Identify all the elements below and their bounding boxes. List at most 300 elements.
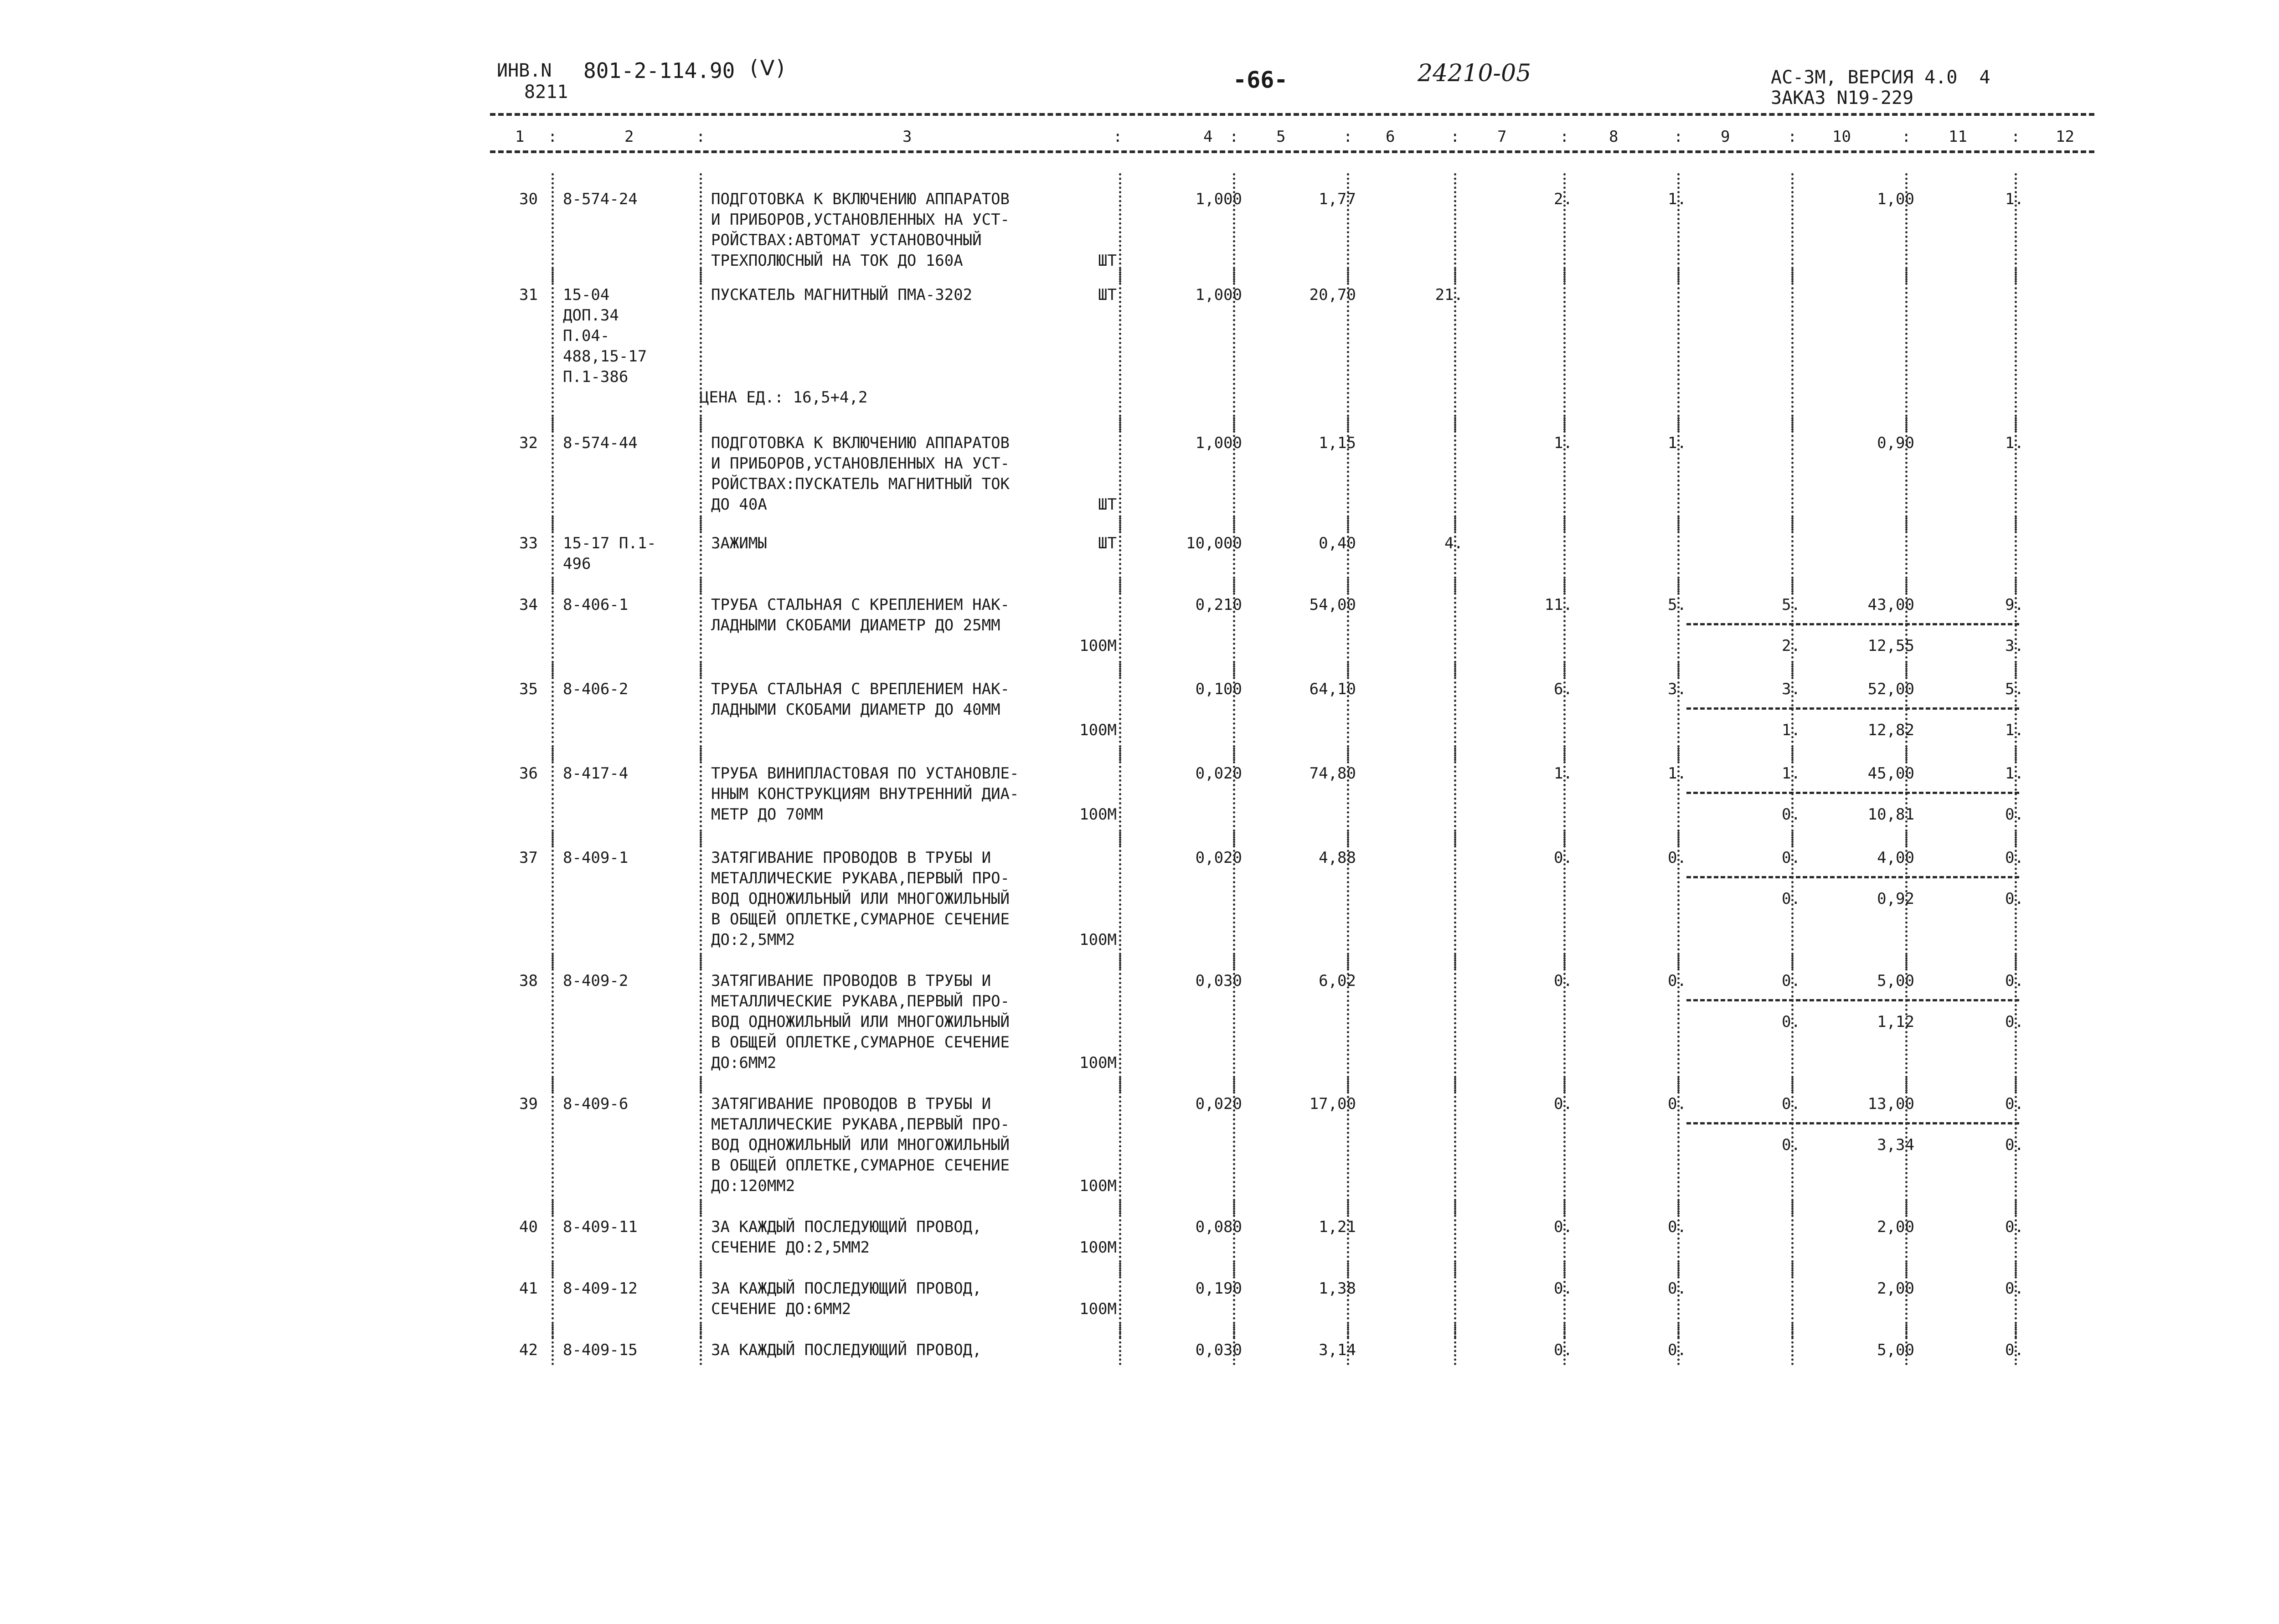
row-value-c7: 6. [1554,680,1573,698]
row-code: 8-409-6 [563,1095,629,1113]
row-value-c6: 21. [1435,286,1463,304]
column-separator [1347,173,1349,283]
row-unit: ШТ [1098,252,1117,270]
column-separator [1563,417,1566,531]
column-separator [1905,579,1908,677]
row-value-c5: 4,88 [1319,849,1356,867]
row-value-c5: 0,40 [1319,534,1356,552]
column-separator [1563,173,1566,283]
column-separator [1791,173,1794,283]
column-header-separator: : [696,128,706,146]
row-number: 35 [519,680,538,698]
subtotal-rule [1686,623,2019,625]
column-separator [1119,663,1121,761]
document-code: 801-2-114.90 [583,58,735,83]
row-number: 39 [519,1095,538,1113]
row-subvalue-c10b: 10,81 [1867,805,1914,824]
row-value-c6: 4. [1444,534,1463,552]
column-separator [700,579,702,677]
row-description: МЕТР ДО 70ММ [711,805,823,824]
row-value-c11: 5. [2005,680,2024,698]
row-subvalue-c9b: 0. [1782,1013,1800,1031]
column-separator [552,955,554,1092]
column-separator [1454,173,1456,283]
column-separator [1233,579,1235,677]
column-header-separator: : [548,128,557,146]
column-separator [1233,1324,1235,1365]
column-header-4: 4 [1203,128,1213,146]
row-number: 34 [519,596,538,614]
row-value-c7: 0. [1554,1279,1573,1298]
row-number: 33 [519,534,538,552]
column-separator [1119,579,1121,677]
row-description: ЗАЖИМЫ [711,534,767,552]
row-number: 30 [519,190,538,208]
column-separator [1677,832,1680,969]
column-separator [2015,1324,2017,1365]
row-value-c4: 1,000 [1195,190,1242,208]
row-number: 41 [519,1279,538,1298]
row-price-note: ЦЕНА ЕД.: 16,5+4,2 [700,388,868,407]
page-number: -66- [1233,67,1288,93]
column-separator [1233,269,1235,431]
column-separator [2015,173,2017,283]
column-separator [1347,1078,1349,1215]
column-separator [700,417,702,531]
column-separator [1233,748,1235,846]
column-separator [700,1078,702,1215]
column-separator [700,173,702,283]
row-description: ДО:6ММ2 [711,1054,777,1072]
column-separator [1563,955,1566,1092]
row-value-c10: 13,00 [1867,1095,1914,1113]
column-separator [1563,748,1566,846]
column-separator [552,579,554,677]
row-code: 8-409-15 [563,1341,638,1359]
row-description: ТРУБА СТАЛЬНАЯ С ВРЕПЛЕНИЕМ НАК- [711,680,1010,698]
header-rule-bottom [490,150,2094,153]
header-rule-top [490,113,2094,116]
row-value-c8: 0. [1668,1218,1686,1236]
row-value-c5: 20,70 [1309,286,1356,304]
inventory-number: 8211 [524,82,568,103]
row-number: 32 [519,434,538,452]
row-subvalue-c11b: 1. [2005,721,2024,739]
row-value-c5: 64,10 [1309,680,1356,698]
column-separator [552,417,554,531]
column-separator [1347,579,1349,677]
row-code: П.04- [563,327,610,345]
row-value-c9: 0. [1782,849,1800,867]
column-header-6: 6 [1386,128,1395,146]
row-description: И ПРИБОРОВ,УСТАНОВЛЕННЫХ НА УСТ- [711,211,1010,229]
column-separator [2015,269,2017,431]
row-code: ДОП.34 [563,306,619,325]
column-header-1: 1 [515,128,525,146]
row-unit: 100М [1079,637,1117,655]
column-separator [1905,663,1908,761]
row-unit: 100М [1079,1054,1117,1072]
row-description: РОЙСТВАХ:ПУСКАТЕЛЬ МАГНИТНЫЙ ТОК [711,475,1010,493]
row-unit: 100М [1079,1238,1117,1257]
column-separator [2015,832,2017,969]
column-separator [1791,269,1794,431]
row-value-c10: 5,00 [1877,1341,1914,1359]
row-value-c10: 5,00 [1877,972,1914,990]
column-separator [2015,417,2017,531]
column-separator [1347,1324,1349,1365]
column-separator [1119,269,1121,431]
row-value-c4: 0,020 [1195,1095,1242,1113]
column-separator [1347,269,1349,431]
row-value-c11: 1. [2005,190,2024,208]
column-separator [1454,269,1456,431]
column-separator [1119,173,1121,283]
column-separator [1905,748,1908,846]
row-value-c10: 4,00 [1877,849,1914,867]
row-value-c11: 0. [2005,972,2024,990]
row-subvalue-c10b: 1,12 [1877,1013,1914,1031]
column-separator [2015,663,2017,761]
row-code: 8-574-44 [563,434,638,452]
row-value-c4: 0,030 [1195,1341,1242,1359]
column-separator [1905,173,1908,283]
column-header-10: 10 [1832,128,1851,146]
row-value-c5: 74,80 [1309,764,1356,783]
handwritten-code: 24210-05 [1418,60,1531,87]
row-value-c5: 1,77 [1319,190,1356,208]
row-value-c7: 0. [1554,1095,1573,1113]
row-value-c7: 0. [1554,849,1573,867]
row-value-c5: 54,00 [1309,596,1356,614]
column-separator [1791,579,1794,677]
column-separator [1677,1324,1680,1365]
column-separator [1677,955,1680,1092]
row-value-c5: 1,21 [1319,1218,1356,1236]
row-description: МЕТАЛЛИЧЕСКИЕ РУКАВА,ПЕРВЫЙ ПРО- [711,992,1010,1010]
column-separator [1347,955,1349,1092]
column-separator [1233,173,1235,283]
row-description: ДО:2,5ММ2 [711,931,795,949]
column-separator [1119,1324,1121,1365]
column-separator [700,269,702,431]
row-unit: 100М [1079,1177,1117,1195]
row-value-c8: 0. [1668,1279,1686,1298]
row-value-c5: 1,38 [1319,1279,1356,1298]
row-value-c11: 1. [2005,764,2024,783]
column-separator [1454,579,1456,677]
row-value-c10: 43,00 [1867,596,1914,614]
row-value-c7: 1. [1554,764,1573,783]
column-separator [1119,417,1121,531]
row-subvalue-c10b: 12,55 [1867,637,1914,655]
column-separator [552,269,554,431]
row-value-c9: 3. [1782,680,1800,698]
row-description: ТРУБА ВИНИПЛАСТОВАЯ ПО УСТАНОВЛЕ- [711,764,1019,783]
row-description: ПОДГОТОВКА К ВКЛЮЧЕНИЮ АППАРАТОВ [711,190,1010,208]
column-separator [552,1078,554,1215]
order-number: ЗАКАЗ N19-229 [1771,88,1914,108]
column-header-separator: : [1902,128,1911,146]
row-code: 8-409-12 [563,1279,638,1298]
row-description: ЗАТЯГИВАНИЕ ПРОВОДОВ В ТРУБЫ И [711,849,991,867]
row-code: 15-17 П.1- [563,534,656,552]
row-code: 8-406-2 [563,680,629,698]
row-value-c7: 11. [1544,596,1573,614]
column-separator [700,1324,702,1365]
row-value-c8: 1. [1668,190,1686,208]
column-header-7: 7 [1497,128,1507,146]
row-value-c11: 9. [2005,596,2024,614]
column-separator [1791,1324,1794,1365]
row-code: 488,15-17 [563,347,647,366]
column-separator [1677,269,1680,431]
row-value-c8: 3. [1668,680,1686,698]
column-separator [2015,955,2017,1092]
row-description: ЗАТЯГИВАНИЕ ПРОВОДОВ В ТРУБЫ И [711,1095,991,1113]
subtotal-rule [1686,876,2019,878]
column-separator [1454,1324,1456,1365]
row-subvalue-c9b: 1. [1782,721,1800,739]
column-separator [552,173,554,283]
column-separator [1677,663,1680,761]
row-subvalue-c11b: 0. [2005,1136,2024,1154]
column-header-12: 12 [2056,128,2074,146]
column-separator [552,663,554,761]
row-subvalue-c9b: 0. [1782,1136,1800,1154]
row-value-c10: 52,00 [1867,680,1914,698]
column-separator [1791,417,1794,531]
row-description: СЕЧЕНИЕ ДО:2,5ММ2 [711,1238,870,1257]
row-description: МЕТАЛЛИЧЕСКИЕ РУКАВА,ПЕРВЫЙ ПРО- [711,1115,1010,1134]
column-separator [552,748,554,846]
row-description: ЛАДНЫМИ СКОБАМИ ДИАМЕТР ДО 25ММ [711,616,1000,634]
column-separator [1791,832,1794,969]
row-value-c4: 0,210 [1195,596,1242,614]
row-description: ВОД ОДНОЖИЛЬНЫЙ ИЛИ МНОГОЖИЛЬНЫЙ [711,1136,1010,1154]
row-description: ЗА КАЖДЫЙ ПОСЛЕДУЮЩИЙ ПРОВОД, [711,1279,982,1298]
column-header-separator: : [1674,128,1683,146]
column-separator [700,955,702,1092]
column-separator [1905,955,1908,1092]
row-code: 8-409-1 [563,849,629,867]
row-value-c10: 45,00 [1867,764,1914,783]
column-separator [1905,1324,1908,1365]
row-unit: ШТ [1098,495,1117,514]
column-separator [1347,417,1349,531]
row-number: 36 [519,764,538,783]
row-value-c4: 1,000 [1195,286,1242,304]
column-separator [700,663,702,761]
column-header-separator: : [1450,128,1460,146]
row-value-c11: 0. [2005,1095,2024,1113]
row-subvalue-c9b: 0. [1782,805,1800,824]
row-value-c5: 17,00 [1309,1095,1356,1113]
inventory-label: ИНВ.N [497,60,552,81]
row-value-c10: 1,00 [1877,190,1914,208]
column-separator [1677,173,1680,283]
row-value-c9: 0. [1782,1095,1800,1113]
column-separator [1233,417,1235,531]
row-description: ТРЕХПОЛЮСНЫЙ НА ТОК ДО 160А [711,252,963,270]
column-separator [700,832,702,969]
row-number: 37 [519,849,538,867]
row-value-c4: 0,020 [1195,849,1242,867]
row-description: ННЫМ КОНСТРУКЦИЯМ ВНУТРЕННИЙ ДИА- [711,785,1019,803]
row-value-c4: 0,020 [1195,764,1242,783]
column-header-separator: : [1229,128,1239,146]
row-subvalue-c11b: 0. [2005,1013,2024,1031]
row-value-c11: 0. [2005,849,2024,867]
row-value-c5: 3,14 [1319,1341,1356,1359]
row-value-c7: 1. [1554,434,1573,452]
row-number: 40 [519,1218,538,1236]
row-value-c9: 0. [1782,972,1800,990]
column-separator [1233,1078,1235,1215]
row-value-c4: 10,000 [1186,534,1242,552]
row-number: 42 [519,1341,538,1359]
column-separator [1791,955,1794,1092]
column-separator [1119,955,1121,1092]
row-description: ЛАДНЫМИ СКОБАМИ ДИАМЕТР ДО 40ММ [711,701,1000,719]
row-value-c8: 0. [1668,849,1686,867]
column-header-separator: : [2011,128,2021,146]
column-separator [1905,832,1908,969]
row-description: ПОДГОТОВКА К ВКЛЮЧЕНИЮ АППАРАТОВ [711,434,1010,452]
column-separator [1233,663,1235,761]
row-subvalue-c11b: 0. [2005,805,2024,824]
column-separator [1677,748,1680,846]
row-value-c4: 1,000 [1195,434,1242,452]
row-value-c4: 0,190 [1195,1279,1242,1298]
row-code: 8-417-4 [563,764,629,783]
row-value-c7: 0. [1554,1341,1573,1359]
row-value-c8: 0. [1668,1341,1686,1359]
row-value-c4: 0,100 [1195,680,1242,698]
row-code: 8-574-24 [563,190,638,208]
column-separator [1905,1078,1908,1215]
column-header-separator: : [1343,128,1353,146]
row-subvalue-c9b: 0. [1782,890,1800,908]
row-code: 8-409-2 [563,972,629,990]
column-separator [1233,955,1235,1092]
row-value-c9: 5. [1782,596,1800,614]
column-separator [1119,832,1121,969]
document-volume: (Ⅴ) [748,56,787,80]
column-header-separator: : [1560,128,1569,146]
column-header-11: 11 [1949,128,1967,146]
column-separator [1677,417,1680,531]
row-code: 8-406-1 [563,596,629,614]
row-value-c9: 1. [1782,764,1800,783]
row-value-c8: 5. [1668,596,1686,614]
row-value-c10: 0,90 [1877,434,1914,452]
row-unit: ШТ [1098,534,1117,552]
row-value-c11: 0. [2005,1218,2024,1236]
column-separator [1454,1078,1456,1215]
column-separator [1791,1078,1794,1215]
column-separator [2015,1078,2017,1215]
row-unit: 100М [1079,1300,1117,1318]
row-value-c8: 0. [1668,972,1686,990]
column-separator [552,1324,554,1365]
column-separator [1454,955,1456,1092]
column-separator [1563,1324,1566,1365]
subtotal-rule [1686,1122,2019,1124]
column-separator [700,748,702,846]
row-description: В ОБЩЕЙ ОПЛЕТКЕ,СУМАРНОЕ СЕЧЕНИЕ [711,1156,1010,1175]
row-subvalue-c10b: 3,34 [1877,1136,1914,1154]
row-description: МЕТАЛЛИЧЕСКИЕ РУКАВА,ПЕРВЫЙ ПРО- [711,869,1010,887]
column-separator [1905,417,1908,531]
row-unit: 100М [1079,721,1117,739]
row-description: И ПРИБОРОВ,УСТАНОВЛЕННЫХ НА УСТ- [711,454,1010,473]
row-value-c10: 2,00 [1877,1218,1914,1236]
row-value-c4: 0,080 [1195,1218,1242,1236]
row-value-c11: 0. [2005,1341,2024,1359]
column-separator [1791,663,1794,761]
column-separator [1347,663,1349,761]
row-description: В ОБЩЕЙ ОПЛЕТКЕ,СУМАРНОЕ СЕЧЕНИЕ [711,1033,1010,1052]
column-header-9: 9 [1721,128,1730,146]
column-separator [552,832,554,969]
row-value-c7: 0. [1554,1218,1573,1236]
row-number: 31 [519,286,538,304]
row-description: ПУСКАТЕЛЬ МАГНИТНЫЙ ПМА-3202 [711,286,973,304]
column-separator [1563,1078,1566,1215]
column-header-5: 5 [1276,128,1286,146]
column-separator [1347,748,1349,846]
column-separator [1347,832,1349,969]
subtotal-rule [1686,707,2019,710]
column-separator [1454,663,1456,761]
row-subvalue-c9b: 2. [1782,637,1800,655]
row-description: В ОБЩЕЙ ОПЛЕТКЕ,СУМАРНОЕ СЕЧЕНИЕ [711,910,1010,928]
row-description: ТРУБА СТАЛЬНАЯ С КРЕПЛЕНИЕМ НАК- [711,596,1010,614]
column-header-2: 2 [624,128,634,146]
row-value-c7: 0. [1554,972,1573,990]
column-separator [1563,663,1566,761]
column-separator [1677,1078,1680,1215]
column-separator [1905,269,1908,431]
row-value-c8: 1. [1668,764,1686,783]
row-value-c5: 6,02 [1319,972,1356,990]
row-subvalue-c11b: 0. [2005,890,2024,908]
row-value-c5: 1,15 [1319,434,1356,452]
row-value-c11: 0. [2005,1279,2024,1298]
row-value-c10: 2,00 [1877,1279,1914,1298]
column-separator [1119,1078,1121,1215]
row-description: ВОД ОДНОЖИЛЬНЫЙ ИЛИ МНОГОЖИЛЬНЫЙ [711,890,1010,908]
row-unit: 100М [1079,805,1117,824]
column-separator [1791,748,1794,846]
row-value-c4: 0,030 [1195,972,1242,990]
column-separator [1563,579,1566,677]
column-separator [1454,832,1456,969]
column-header-3: 3 [902,128,912,146]
row-code: 496 [563,555,591,573]
row-code: П.1-386 [563,368,629,386]
row-number: 38 [519,972,538,990]
column-separator [1563,832,1566,969]
row-description: ВОД ОДНОЖИЛЬНЫЙ ИЛИ МНОГОЖИЛЬНЫЙ [711,1013,1010,1031]
row-subvalue-c11b: 3. [2005,637,2024,655]
row-value-c7: 2. [1554,190,1573,208]
row-code: 15-04 [563,286,610,304]
column-separator [1677,579,1680,677]
column-separator [1454,748,1456,846]
row-unit: ШТ [1098,286,1117,304]
